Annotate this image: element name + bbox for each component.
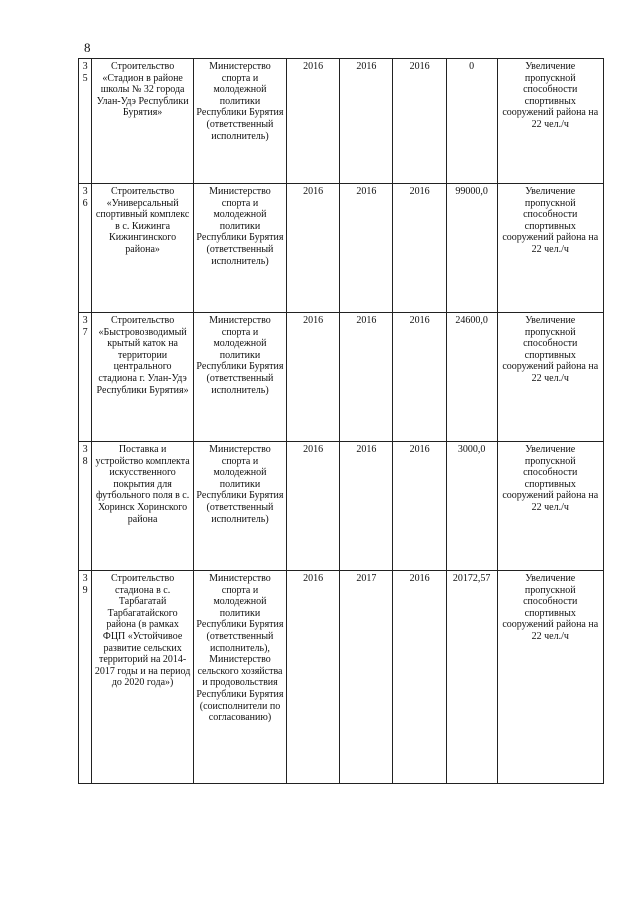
executor-cell: Министерство спорта и молодежной политики Республики Бурятия (ответственный исполнитель) <box>193 59 286 184</box>
object-name-cell: Строительство стадиона в с. Тарбагатай Тарбагатайского района (в рамках ФЦП «Устойчивое развитие сельских территорий на 2014-2017 годы и на период до 2020 года») <box>92 571 194 784</box>
object-name-cell: Строительство «Стадион в районе школы № 32 города Улан-Удэ Республики Бурятия» <box>92 59 194 184</box>
row-number-cell: 35 <box>79 59 92 184</box>
funding-value-cell: 20172,57 <box>446 571 497 784</box>
program-table <box>78 58 604 784</box>
year-third-cell: 2016 <box>393 184 446 313</box>
table-row <box>79 571 604 784</box>
row-number-cell: 36 <box>79 184 92 313</box>
year-end-cell: 2016 <box>340 184 393 313</box>
year-third-cell: 2016 <box>393 59 446 184</box>
row-number-cell: 38 <box>79 442 92 571</box>
year-start-cell: 2016 <box>287 59 340 184</box>
table-row <box>79 442 604 571</box>
year-start-cell: 2016 <box>287 313 340 442</box>
funding-value-cell: 99000,0 <box>446 184 497 313</box>
result-cell: Увеличение пропускной способности спортивных сооружений района на 22 чел./ч <box>497 184 604 313</box>
result-cell: Увеличение пропускной способности спортивных сооружений района на 22 чел./ч <box>497 571 604 784</box>
table-row <box>79 184 604 313</box>
object-name-cell: Поставка и устройство комплекта искусственного покрытия для футбольного поля в с. Хоринск Хоринского района <box>92 442 194 571</box>
result-cell: Увеличение пропускной способности спортивных сооружений района на 22 чел./ч <box>497 59 604 184</box>
funding-value-cell: 3000,0 <box>446 442 497 571</box>
year-end-cell: 2016 <box>340 442 393 571</box>
year-third-cell: 2016 <box>393 442 446 571</box>
page-number: 8 <box>84 40 91 55</box>
year-third-cell: 2016 <box>393 571 446 784</box>
result-cell: Увеличение пропускной способности спортивных сооружений района на 22 чел./ч <box>497 442 604 571</box>
executor-cell: Министерство спорта и молодежной политики Республики Бурятия (ответственный исполнитель), Министерство сельского хозяйства и продовольствия Республики Бурятия (соисполнители по согласованию) <box>193 571 286 784</box>
year-third-cell: 2016 <box>393 313 446 442</box>
funding-value-cell: 24600,0 <box>446 313 497 442</box>
year-end-cell: 2016 <box>340 59 393 184</box>
table-row <box>79 59 604 184</box>
object-name-cell: Строительство «Быстровозводимый крытый каток на территории центрального стадиона г. Улан-Удэ Республики Бурятия» <box>92 313 194 442</box>
executor-cell: Министерство спорта и молодежной политики Республики Бурятия (ответственный исполнитель) <box>193 184 286 313</box>
year-start-cell: 2016 <box>287 442 340 571</box>
year-end-cell: 2016 <box>340 313 393 442</box>
funding-value-cell: 0 <box>446 59 497 184</box>
row-number-cell: 39 <box>79 571 92 784</box>
object-name-cell: Строительство «Универсальный спортивный комплекс в с. Кижинга Кижингинского района» <box>92 184 194 313</box>
year-start-cell: 2016 <box>287 571 340 784</box>
row-number-cell: 37 <box>79 313 92 442</box>
result-cell: Увеличение пропускной способности спортивных сооружений района на 22 чел./ч <box>497 313 604 442</box>
year-start-cell: 2016 <box>287 184 340 313</box>
table-row <box>79 313 604 442</box>
year-end-cell: 2017 <box>340 571 393 784</box>
executor-cell: Министерство спорта и молодежной политики Республики Бурятия (ответственный исполнитель) <box>193 442 286 571</box>
executor-cell: Министерство спорта и молодежной политики Республики Бурятия (ответственный исполнитель) <box>193 313 286 442</box>
